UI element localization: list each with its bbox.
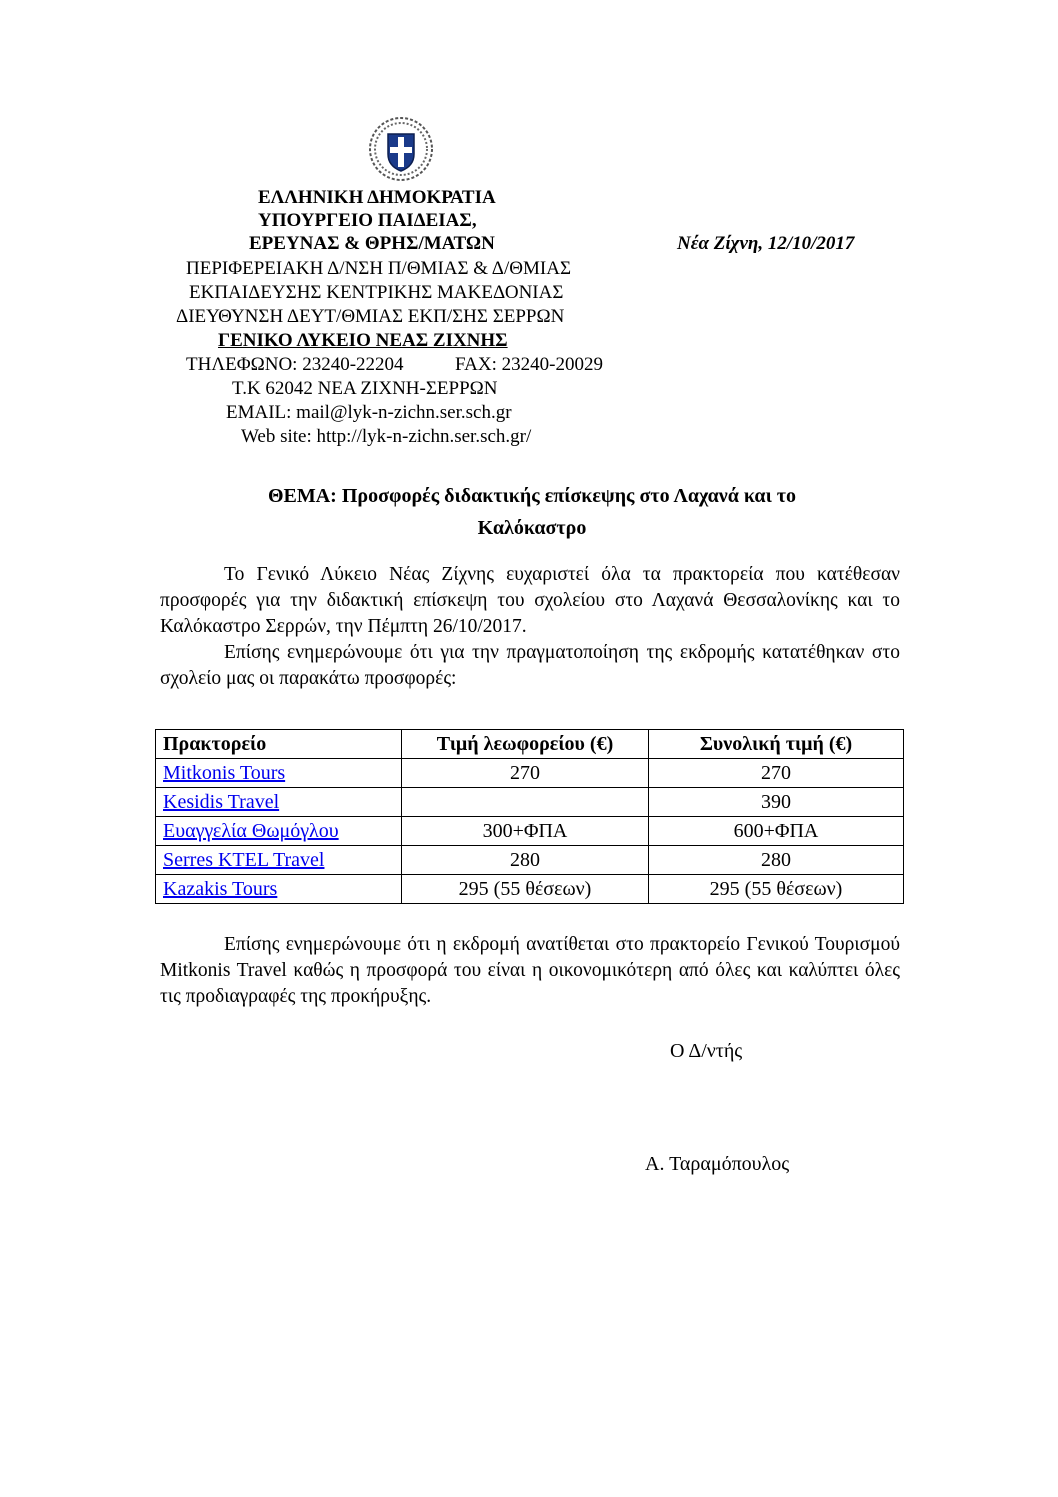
table-row — [156, 759, 904, 788]
signature-title: Ο Δ/ντής — [670, 1040, 743, 1062]
table-row — [156, 817, 904, 846]
header-country: ΕΛΛΗΝΙΚΗ ΔΗΜΟΚΡΑΤΙΑ — [258, 187, 496, 208]
total-price-cell: 280 — [649, 846, 904, 875]
bus-price-cell: 280 — [402, 846, 649, 875]
address: Τ.Κ 62042 ΝΕΑ ΖΙΧΝΗ-ΣΕΡΡΩΝ — [232, 378, 498, 399]
agency-link[interactable]: Kesidis Travel — [163, 791, 280, 813]
subject-line-2: Καλόκαστρο — [477, 517, 587, 539]
signature-name: Α. Ταραμόπουλος — [645, 1153, 790, 1175]
table-header-row — [156, 730, 904, 759]
agency-link[interactable]: Kazakis Tours — [163, 878, 278, 900]
header-secondary-directorate: ΔΙΕΥΘΥΝΣΗ ΔΕΥΤ/ΘΜΙΑΣ ΕΚΠ/ΣΗΣ ΣΕΡΡΩΝ — [176, 306, 565, 327]
place-date: Νέα Ζίχνη, 12/10/2017 — [677, 233, 855, 254]
bus-price-cell — [402, 788, 649, 817]
phone: ΤΗΛΕΦΩΝΟ: 23240-22204 — [186, 354, 404, 375]
bus-price-cell: 295 (55 θέσεων) — [402, 875, 649, 904]
table-row — [156, 788, 904, 817]
total-price-cell: 600+ΦΠΑ — [649, 817, 904, 846]
table-row — [156, 846, 904, 875]
paragraph-offers: Επίσης ενημερώνουμε ότι για την πραγματοποίηση της εκδρομής κατατέθηκαν στο σχολείο μας οι παρακάτω προσφορές: — [160, 642, 900, 689]
bus-price-cell: 270 — [402, 759, 649, 788]
agency-link[interactable]: Mitkonis Tours — [163, 762, 286, 784]
total-price-cell: 390 — [649, 788, 904, 817]
total-price-cell: 270 — [649, 759, 904, 788]
subject — [160, 480, 904, 544]
body-award — [160, 932, 900, 1010]
school-name: ΓΕΝΙΚΟ ΛΥΚΕΙΟ ΝΕΑΣ ΖΙΧΝΗΣ — [218, 330, 508, 351]
table-row — [156, 875, 904, 904]
subject-line-1: ΘΕΜΑ: Προσφορές διδακτικής επίσκεψης στο Λαχανά και το — [267, 485, 797, 507]
column-header-bus-price: Τιμή λεωφορείου (€) — [402, 730, 649, 759]
header-ministry: ΥΠΟΥΡΓΕΙΟ ΠΑΙΔΕΙΑΣ, — [258, 210, 477, 231]
email: EMAIL: mail@lyk-n-zichn.ser.sch.gr — [226, 402, 512, 423]
header-directorate: ΠΕΡΙΦΕΡΕΙΑΚΗ Δ/ΝΣΗ Π/ΘΜΙΑΣ & Δ/ΘΜΙΑΣ — [186, 258, 572, 279]
total-price-cell: 295 (55 θέσεων) — [649, 875, 904, 904]
paragraph-award: Επίσης ενημερώνουμε ότι η εκδρομή ανατίθεται στο πρακτορείο Γενικού Τουρισμού Mitkonis Travel καθώς η προσφορά του είναι η οικονομικότερη από όλες και καλύπτει όλες τις προδιαγραφές της προκήρυξης. — [160, 934, 900, 1007]
bus-price-cell: 300+ΦΠΑ — [402, 817, 649, 846]
agency-link[interactable]: Serres KTEL Travel — [163, 849, 325, 871]
agency-link[interactable]: Ευαγγελία Θωμόγλου — [163, 820, 339, 842]
header-education: ΕΚΠΑΙΔΕΥΣΗΣ ΚΕΝΤΡΙΚΗΣ ΜΑΚΕΔΟΝΙΑΣ — [189, 282, 564, 303]
column-header-total: Συνολική τιμή (€) — [649, 730, 904, 759]
body-intro — [160, 562, 900, 692]
fax: FAX: 23240-20029 — [455, 354, 603, 375]
website: Web site: http://lyk-n-zichn.ser.sch.gr/ — [241, 426, 532, 447]
header-ministry-cont: ΕΡΕΥΝΑΣ & ΘΡΗΣ/ΜΑΤΩΝ — [249, 233, 495, 254]
greek-emblem-icon — [368, 116, 434, 182]
offers-table — [155, 729, 904, 904]
paragraph-thanks: Το Γενικό Λύκειο Νέας Ζίχνης ευχαριστεί όλα τα πρακτορεία που κατέθεσαν προσφορές για την διδακτική επίσκεψη του σχολείου στο Λαχανά Θεσσαλονίκης και το Καλόκαστρο Σερρών, την Πέμπτη 26/10/2017. — [160, 564, 900, 637]
column-header-agency: Πρακτορείο — [156, 730, 402, 759]
